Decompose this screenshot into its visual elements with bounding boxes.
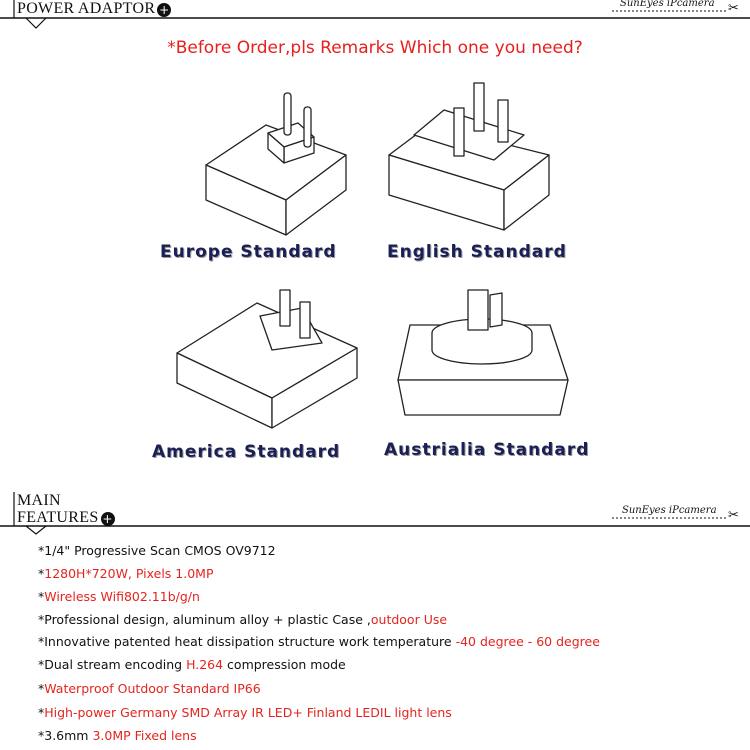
plug-label-europe: Europe Standard [160,242,337,262]
section-title: POWER ADAPTOR [17,0,156,17]
australia-plug-drawing [390,285,570,425]
feature-item: *Wireless Wifi802.11b/g/n [38,589,200,604]
scissors-icon: ✂ [728,508,739,523]
america-plug-drawing [172,288,362,433]
section-title-line1: MAIN [17,492,61,509]
plus-circle-icon: + [102,512,113,526]
plug-label-america: America Standard [152,442,341,462]
english-plug-drawing [384,80,559,240]
brand-watermark: SunEyes iPcamera [622,505,717,516]
feature-item: *Innovative patented heat dissipation structure work temperature -40 degree - 60 degree [38,634,600,649]
feature-item: *1280H*720W, Pixels 1.0MP [38,566,214,581]
section-title-line2: FEATURES [17,509,99,526]
main-features-header [0,490,750,535]
plus-circle-icon: + [159,3,170,17]
scissors-icon: ✂ [728,1,739,16]
feature-item: *Dual stream encoding H.264 compression mode [38,657,346,672]
europe-plug-drawing [196,85,366,245]
power-adaptor-header [0,0,750,30]
feature-item: *3.6mm 3.0MP Fixed lens [38,728,197,743]
feature-item: *1/4" Progressive Scan CMOS OV9712 [38,543,276,558]
feature-item: *High-power Germany SMD Array IR LED+ Finland LEDIL light lens [38,705,452,720]
order-notice: *Before Order,pls Remarks Which one you need? [167,38,583,58]
dotted-cut-line [612,9,727,13]
feature-item: *Waterproof Outdoor Standard IP66 [38,681,261,696]
plug-label-english: English Standard [387,242,567,262]
plug-label-australia: Austrialia Standard [384,440,590,460]
brand-watermark: SunEyes iPcamera [620,0,715,9]
dotted-cut-line [612,516,727,520]
feature-item: *Professional design, aluminum alloy + plastic Case ,outdoor Use [38,612,448,627]
